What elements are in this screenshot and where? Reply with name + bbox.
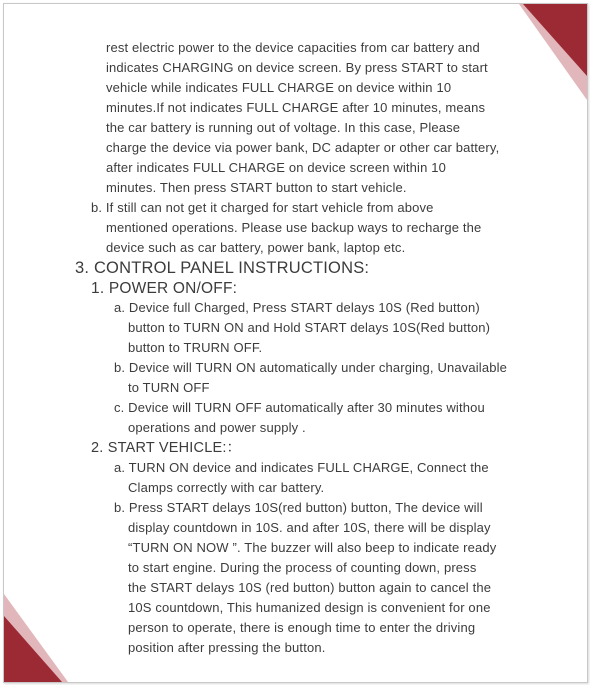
text-line: button to TURN ON and Hold START delays 10S(Red button) — [128, 320, 491, 335]
list-item-a: a. TURN ON device and indicates FULL CHARGE, Connect the — [114, 460, 489, 475]
text-line: indicates CHARGING on device screen. By press START to start — [106, 60, 488, 75]
text-line: display countdown in 10S. and after 10S, there will be display — [128, 520, 491, 535]
text-line: operations and power supply . — [128, 420, 306, 435]
text-line: the car battery is running out of voltage. In this case, Please — [106, 120, 461, 135]
bottom-left-corner-decoration — [4, 594, 68, 682]
text-line: Clamps correctly with car battery. — [128, 480, 325, 495]
section-heading: 3. CONTROL PANEL INSTRUCTIONS: — [75, 259, 370, 277]
list-item-b: b. Device will TURN ON automatically under charging, Unavailable — [114, 360, 508, 375]
text-line: to TURN OFF — [128, 380, 210, 395]
text-line: button to TRURN OFF. — [128, 340, 263, 355]
list-item-b: b. If still can not get it charged for start vehicle from above — [91, 200, 434, 215]
text-line: charge the device via power bank, DC adapter or other car battery, — [106, 140, 500, 155]
text-line: minutes.If not indicates FULL CHARGE after 10 minutes, means — [106, 100, 486, 115]
list-item-c: c. Device will TURN OFF automatically after 30 minutes withou — [114, 400, 485, 415]
text-line: mentioned operations. Please use backup ways to recharge the — [106, 220, 482, 235]
list-item-b: b. Press START delays 10S(red button) button, The device will — [114, 500, 483, 515]
list-item-a: a. Device full Charged, Press START delays 10S (Red button) — [114, 300, 480, 315]
top-right-corner-decoration — [519, 4, 587, 100]
text-line: position after pressing the button. — [128, 640, 326, 655]
text-line: minutes. Then press START button to start vehicle. — [106, 180, 407, 195]
text-line: device such as car battery, power bank, laptop etc. — [106, 240, 406, 255]
subsection-heading: 1. POWER ON/OFF: — [91, 280, 238, 297]
text-line: person to operate, there is enough time to enter the driving — [128, 620, 476, 635]
text-line: rest electric power to the device capacities from car battery and — [106, 40, 480, 55]
manual-page — [3, 3, 588, 683]
text-line: the START delays 10S (red button) button again to cancel the — [128, 580, 492, 595]
text-line: “TURN ON NOW ”. The buzzer will also beep to indicate ready — [128, 540, 497, 555]
text-line: after indicates FULL CHARGE on device screen within 10 — [106, 160, 446, 175]
text-line: vehicle while indicates FULL CHARGE on device within 10 — [106, 80, 452, 95]
text-line: to start engine. During the process of counting down, press — [128, 560, 477, 575]
text-line: 10S countdown, This humanized design is convenient for one — [128, 600, 491, 615]
subsection-heading: 2. START VEHICLE:： — [91, 440, 242, 456]
